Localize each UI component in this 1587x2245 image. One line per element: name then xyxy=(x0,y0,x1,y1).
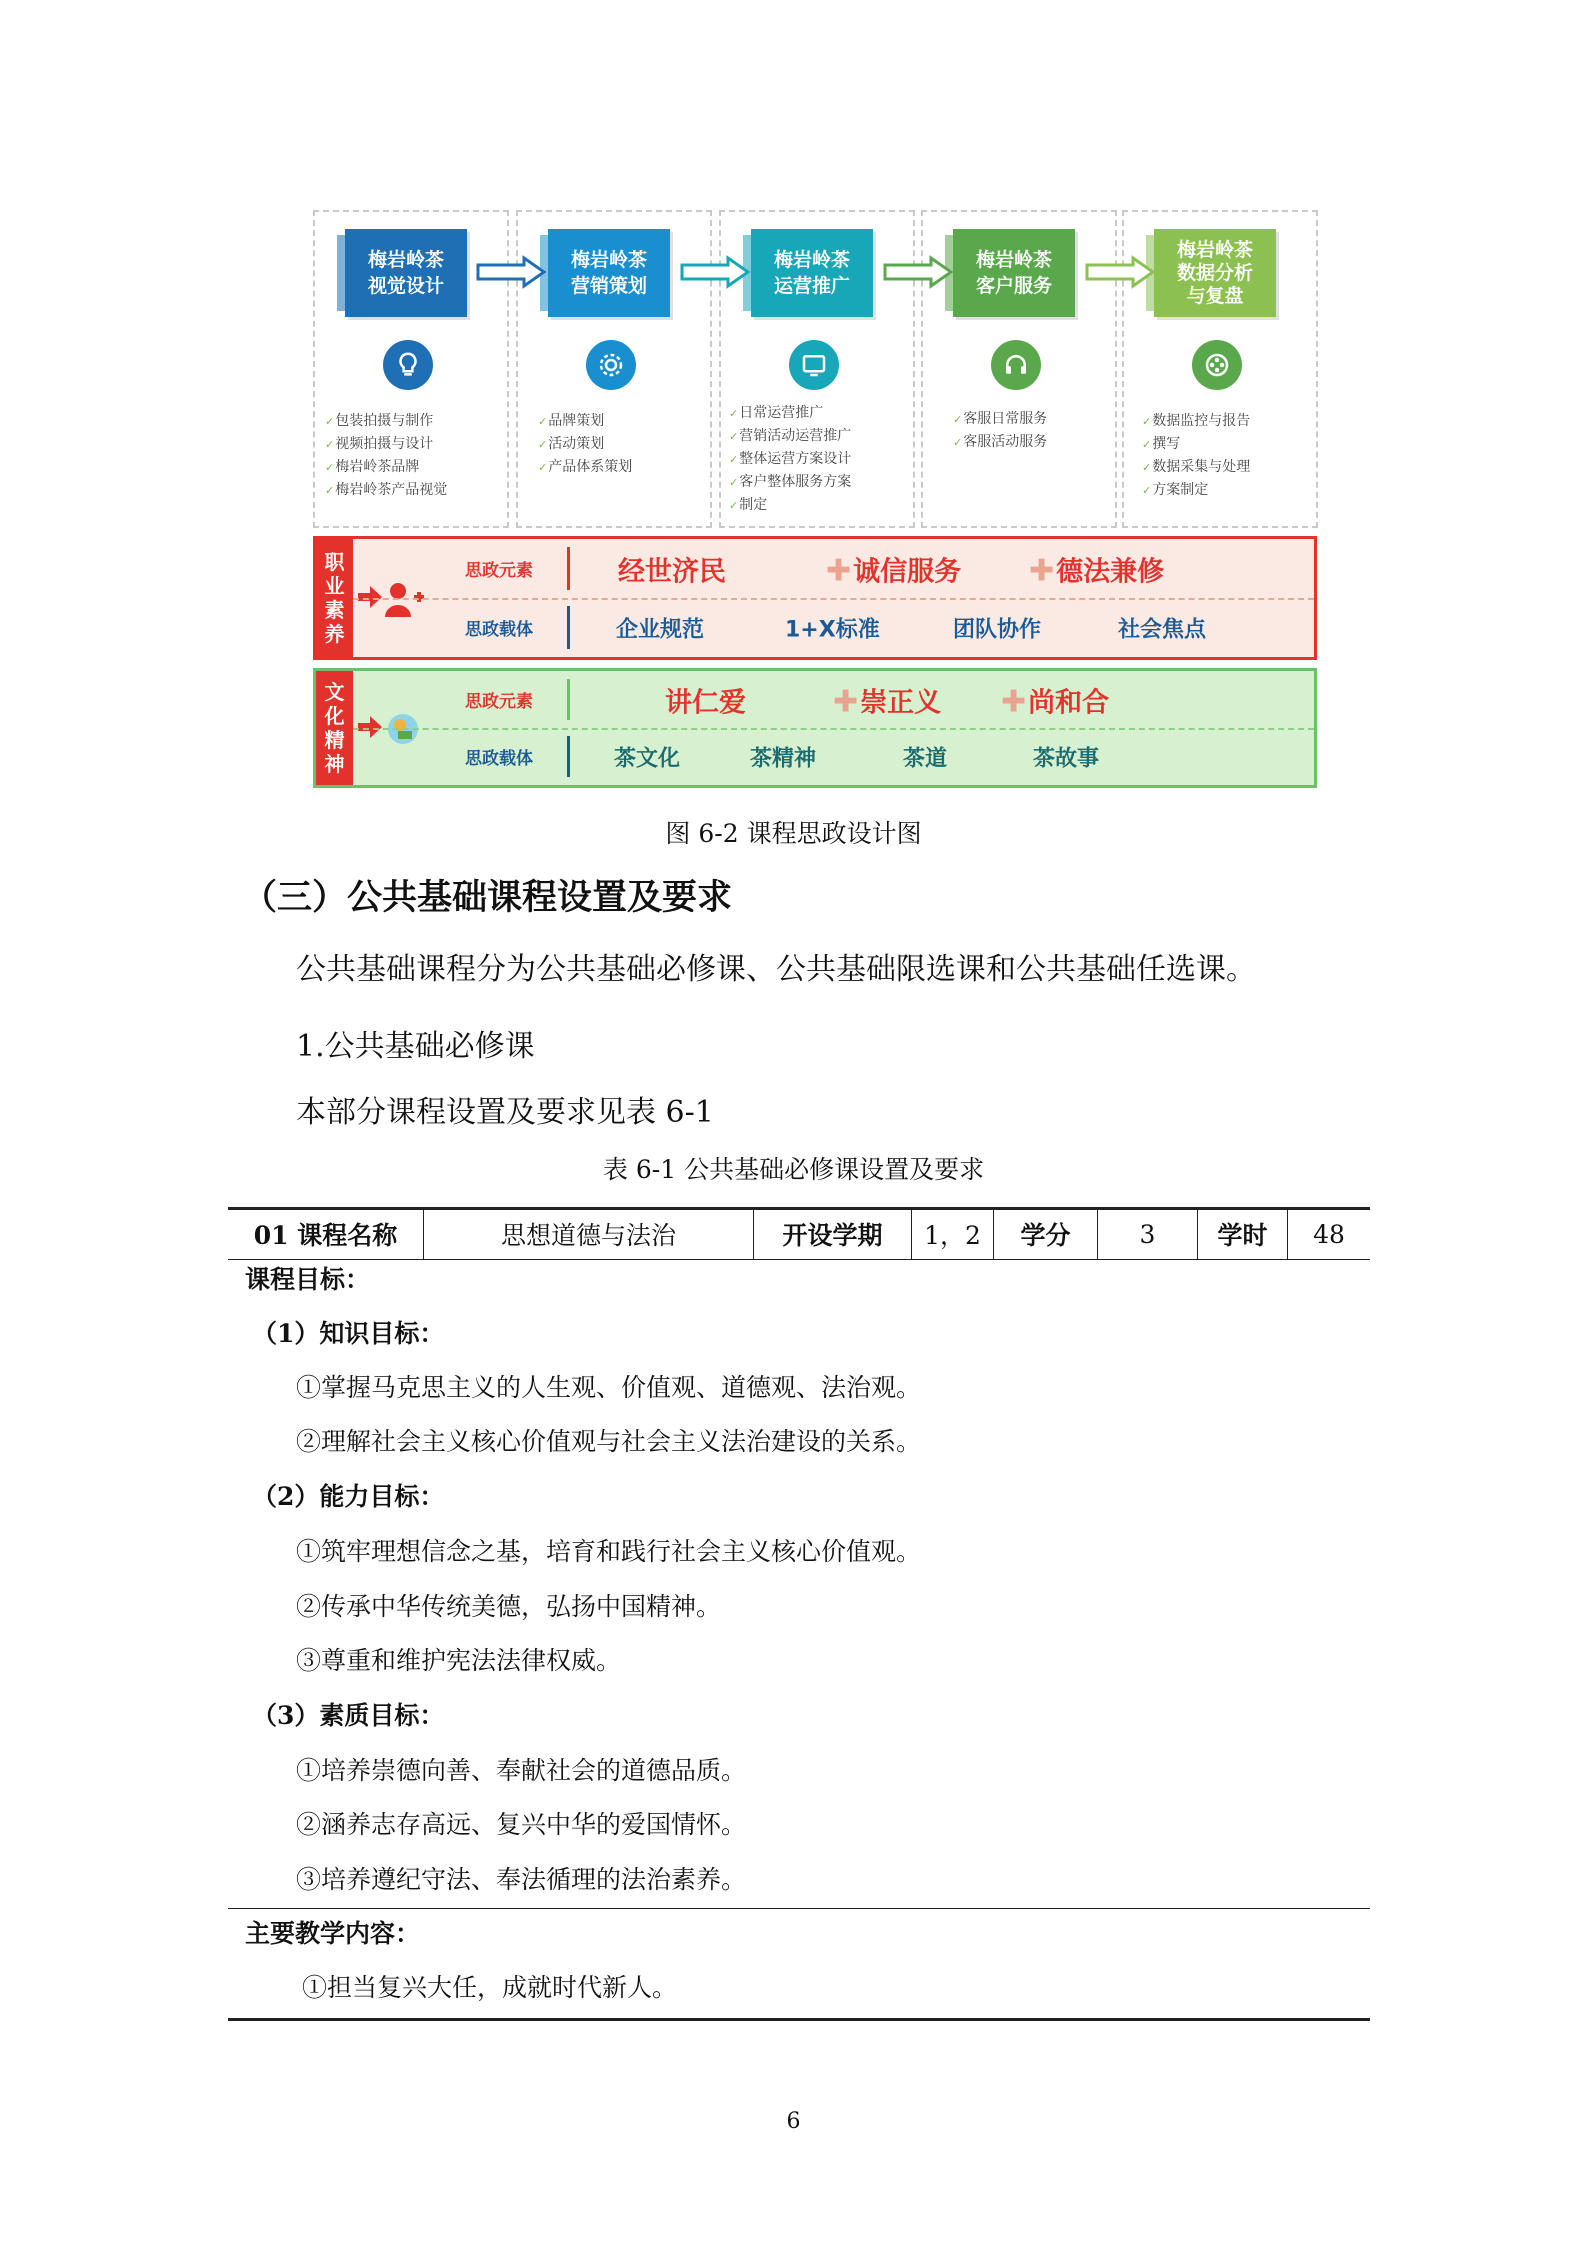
stage-title: 梅岩岭茶 运营推广 xyxy=(751,229,873,317)
list-item: ✓ 客户整体服务方案 xyxy=(729,471,909,494)
flow-arrow-icon xyxy=(883,255,955,289)
element-item: 经世济民 xyxy=(618,556,726,587)
lightbulb-icon xyxy=(383,340,433,390)
row-label: 思政载体 xyxy=(465,620,533,640)
hours-value: 48 xyxy=(1313,1219,1345,1249)
carrier-item: 茶文化 xyxy=(614,746,681,771)
quality-item: ③培养遵纪守法、奉法循理的法治素养。 xyxy=(296,1865,747,1894)
headphones-icon xyxy=(991,340,1041,390)
carrier-items xyxy=(578,728,1314,785)
culture-spirit-band xyxy=(313,668,1317,788)
credit-value: 3 xyxy=(1098,1209,1198,1259)
knowledge-item: ①掌握马克思主义的人生观、价值观、道德观、法治观。 xyxy=(296,1373,922,1402)
stage-items xyxy=(325,410,505,502)
term-value: 1，2 xyxy=(912,1209,994,1259)
band-side-label: 文化精神 xyxy=(316,671,353,785)
list-item: ✓ 数据监控与报告 xyxy=(1142,410,1322,433)
stage-title: 梅岩岭茶 客户服务 xyxy=(953,229,1075,317)
list-item: ✓ 整体运营方案设计 xyxy=(729,448,909,471)
list-item: ✓ 制定 xyxy=(729,494,909,517)
element-items xyxy=(578,671,1314,728)
list-item: ✓ 客服日常服务 xyxy=(953,408,1133,431)
list-item: ✓ 产品体系策划 xyxy=(538,456,718,479)
ability-item: ③尊重和维护宪法法律权威。 xyxy=(296,1646,622,1675)
plus-icon: ✚ xyxy=(1029,553,1055,588)
row-separator xyxy=(567,606,570,649)
flow-arrow-icon xyxy=(476,255,548,289)
stage-items xyxy=(538,410,718,479)
row-separator xyxy=(567,547,570,590)
row-label: 思政载体 xyxy=(465,749,533,769)
list-item: ✓ 营销活动运营推广 xyxy=(729,425,909,448)
professional-quality-band xyxy=(313,536,1317,660)
table-bottom-rule xyxy=(228,2018,1370,2021)
page-number: 6 xyxy=(786,2109,801,2134)
stage-title: 梅岩岭茶 营销策划 xyxy=(548,229,670,317)
band-row-elements xyxy=(353,671,1314,730)
band-row-elements xyxy=(353,539,1314,600)
credit-label: 学分 xyxy=(994,1209,1098,1259)
quality-heading: （3）素质目标： xyxy=(252,1701,445,1730)
table-row-rule xyxy=(228,1259,1370,1260)
list-item: ✓ 梅岩岭茶产品视觉 xyxy=(325,479,505,502)
list-item: ✓ 视频拍摄与设计 xyxy=(325,433,505,456)
table-caption: 表 6-1 公共基础必修课设置及要求 xyxy=(602,1155,985,1184)
element-item: ✚诚信服务 xyxy=(826,553,962,588)
intro-paragraph: 公共基础课程分为公共基础必修课、公共基础限选课和公共基础任选课。 xyxy=(296,952,1256,987)
figure-caption: 图 6-2 课程思政设计图 xyxy=(665,819,922,848)
list-item: ✓ 撰写 xyxy=(1142,433,1322,456)
knowledge-heading: （1）知识目标： xyxy=(252,1319,445,1348)
element-item: ✚尚和合 xyxy=(1001,684,1110,719)
gear-icon xyxy=(586,340,636,390)
ability-item: ①筑牢理想信念之基，培育和践行社会主义核心价值观。 xyxy=(296,1537,922,1566)
ability-item: ②传承中华传统美德，弘扬中国精神。 xyxy=(296,1592,722,1621)
term-label: 开设学期 xyxy=(754,1209,912,1259)
quality-item: ①培养崇德向善、奉献社会的道德品质。 xyxy=(296,1756,747,1785)
goals-heading: 课程目标： xyxy=(245,1265,371,1294)
row-separator xyxy=(567,679,570,720)
carrier-item: 茶精神 xyxy=(750,746,817,771)
list-item: ✓ 品牌策划 xyxy=(538,410,718,433)
film-reel-icon xyxy=(1192,340,1242,390)
monitor-icon xyxy=(789,340,839,390)
carrier-items xyxy=(578,598,1314,657)
element-item: 讲仁爱 xyxy=(665,687,746,718)
course-name: 思想道德与法治 xyxy=(424,1209,754,1259)
element-items xyxy=(578,539,1314,598)
section-heading: （三）公共基础课程设置及要求 xyxy=(242,878,733,918)
row-label: 思政元素 xyxy=(465,692,533,712)
flow-arrow-icon xyxy=(680,255,752,289)
stage-items xyxy=(729,402,909,517)
plus-icon: ✚ xyxy=(833,684,859,719)
content-item: ①担当复兴大任，成就时代新人。 xyxy=(302,1973,678,2002)
plus-icon: ✚ xyxy=(826,553,852,588)
ability-heading: （2）能力目标： xyxy=(252,1482,445,1511)
stage-title: 梅岩岭茶 数据分析 与复盘 xyxy=(1154,229,1276,317)
carrier-item: 企业规范 xyxy=(616,617,705,642)
carrier-item: 社会焦点 xyxy=(1118,617,1207,642)
table-reference: 本部分课程设置及要求见表 6-1 xyxy=(296,1095,714,1130)
content-heading: 主要教学内容： xyxy=(245,1919,421,1948)
knowledge-item: ②理解社会主义核心价值观与社会主义法治建设的关系。 xyxy=(296,1427,922,1456)
stage-title: 梅岩岭茶 视觉设计 xyxy=(345,229,467,317)
row-label: 思政元素 xyxy=(465,561,533,581)
table-row-rule xyxy=(228,1908,1370,1909)
list-item: ✓ 日常运营推广 xyxy=(729,402,909,425)
list-item: ✓ 活动策划 xyxy=(538,433,718,456)
hours-label: 学时 xyxy=(1198,1209,1288,1259)
subheading: 1.公共基础必修课 xyxy=(296,1029,535,1064)
list-item: ✓ 客服活动服务 xyxy=(953,431,1133,454)
list-item: ✓ 数据采集与处理 xyxy=(1142,456,1322,479)
carrier-item: 1+X标准 xyxy=(785,617,880,642)
carrier-item: 团队协作 xyxy=(953,617,1042,642)
list-item: ✓ 梅岩岭茶品牌 xyxy=(325,456,505,479)
quality-item: ②涵养志存高远、复兴中华的爱国情怀。 xyxy=(296,1810,747,1839)
element-item: ✚德法兼修 xyxy=(1029,553,1165,588)
element-item: ✚崇正义 xyxy=(833,684,942,719)
course-label: 01 课程名称 xyxy=(228,1209,424,1259)
stage-items xyxy=(1142,410,1322,502)
list-item: ✓ 包装拍摄与制作 xyxy=(325,410,505,433)
carrier-item: 茶故事 xyxy=(1033,746,1100,771)
row-separator xyxy=(567,736,570,777)
band-side-label: 职业素养 xyxy=(316,539,353,657)
carrier-item: 茶道 xyxy=(903,746,948,771)
band-row-carriers xyxy=(353,728,1314,785)
flow-arrow-icon xyxy=(1085,255,1157,289)
plus-icon: ✚ xyxy=(1001,684,1027,719)
list-item: ✓ 方案制定 xyxy=(1142,479,1322,502)
band-row-carriers xyxy=(353,598,1314,657)
stage-items xyxy=(953,408,1133,454)
